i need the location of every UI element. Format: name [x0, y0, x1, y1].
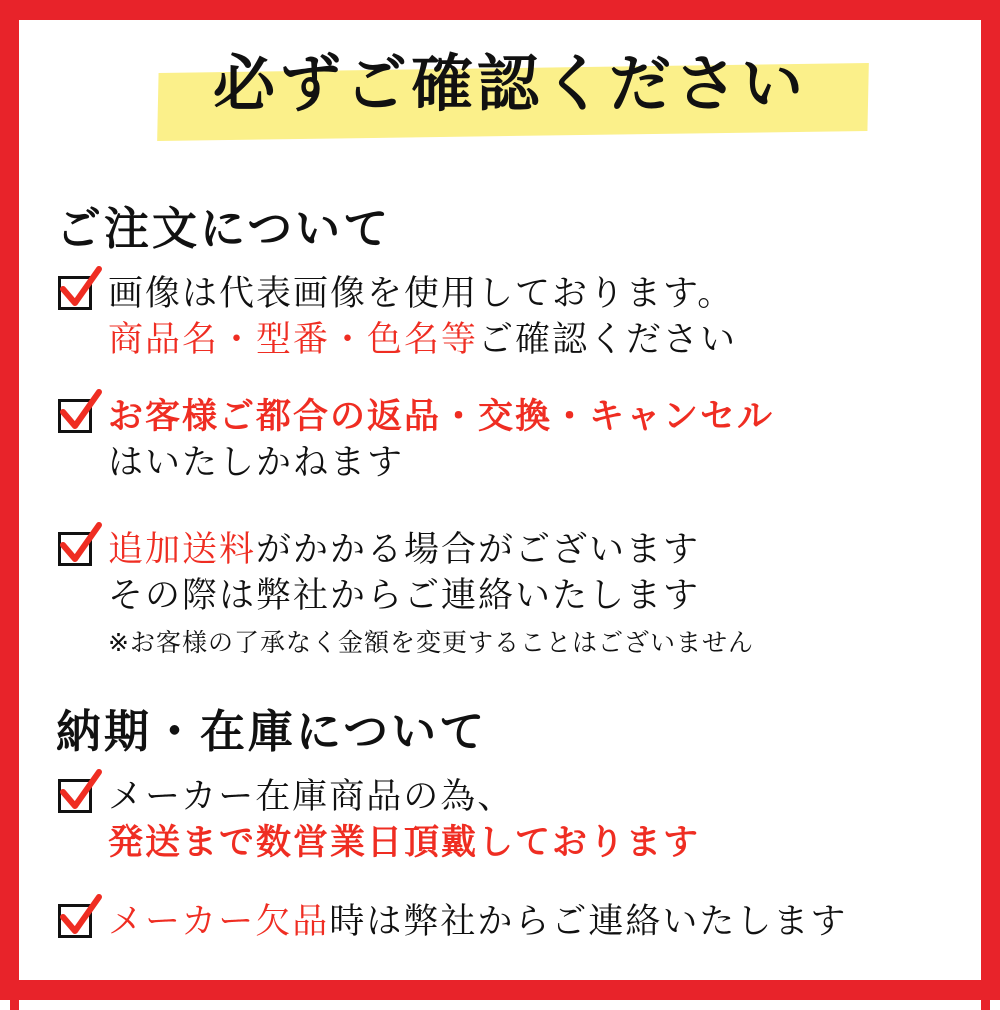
list-item: [58, 272, 978, 363]
list-item: [58, 775, 978, 866]
checkbox-icon: [58, 904, 92, 938]
item-line-rest: ご確認ください: [478, 319, 738, 360]
checkmark-icon: [57, 390, 103, 436]
item-line-rest: がかかる場合がございます: [256, 530, 701, 570]
item-line-emphasis: 追加送料: [108, 530, 257, 570]
list-item-text: [108, 395, 978, 486]
item-line: その際は弊社からご連絡いたします: [108, 575, 701, 616]
checkmark-icon: [57, 523, 103, 569]
checkbox-icon: [58, 399, 92, 433]
list-item: [58, 528, 978, 659]
list-item-text: [108, 528, 978, 619]
checkmark-icon: [57, 770, 103, 816]
list-item-text: [108, 900, 978, 946]
item-line: 画像は代表画像を使用しております。: [108, 274, 735, 314]
list-item: [58, 900, 978, 946]
checkmark-icon: [57, 895, 103, 941]
item-line: [108, 318, 978, 364]
checkbox-icon: [58, 532, 92, 566]
list-item: [58, 395, 978, 486]
item-line-emphasis: メーカー欠品: [108, 902, 330, 942]
checkbox-icon: [58, 276, 92, 310]
list-item-text: [108, 775, 978, 866]
list-item-text: [108, 272, 978, 363]
page-title-area: [10, 47, 1000, 120]
item-line-rest: 時は弊社からご連絡いたします: [329, 902, 848, 942]
checkbox-icon: [58, 779, 92, 813]
item-line: はいたしかねます: [108, 442, 405, 483]
item-line: 発送まで数営業日頂戴しております: [108, 822, 701, 863]
section-heading-order: ご注文について: [56, 202, 392, 255]
item-line: メーカー在庫商品の為、: [108, 777, 515, 817]
page-title: 必ずご確認ください: [212, 47, 807, 120]
item-line: お客様ご都合の返品・交換・キャンセル: [108, 397, 775, 437]
item-note: ※お客様の了承なく金額を変更することはございません: [108, 628, 754, 657]
checkmark-icon: [57, 267, 103, 313]
item-line: [108, 528, 978, 574]
item-line-emphasis: 商品名・型番・色名等: [108, 319, 479, 360]
notice-content: [10, 10, 1000, 1010]
section-heading-delivery: 納期・在庫について: [56, 705, 488, 758]
item-line: [108, 900, 978, 946]
